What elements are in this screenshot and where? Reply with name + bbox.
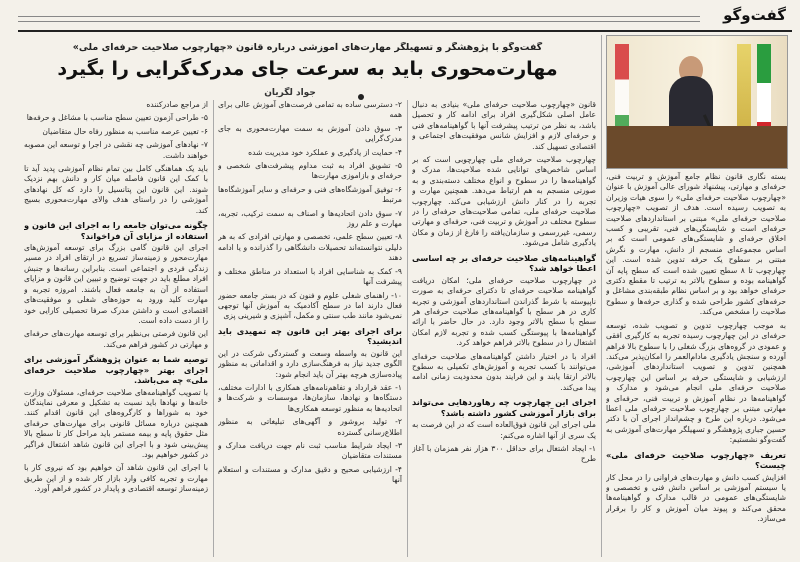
paragraph: ۱- عقد قرارداد و تفاهم‌نامه‌های همکاری با ادارات مختلف، دستگاه‌ها و نهادها، سازمان‌ها، موسسات و شرکت‌ها و اتحادیه‌ها به منظور توسعه همکاری‌ها — [218, 382, 402, 413]
paragraph: چهارچوب صلاحیت حرفه‌ای ملی چهارچوبی است که بر اساس شاخص‌های توانایی شده صلاحیت‌ها، مدرک و گواهینامه‌ها را در سطوح و انواع مختلف دسته‌بندی و به صورتی منسجم به هم ارتباط می‌دهد. همچنین مهارت و تجربه را در کنار دانش ارزشیابی می‌کند. چهارچوب صلاحیت حرفه‌ای ملی، تمامی صلاحیت‌های حرفه‌ای را در سطوح مختلف در آموزش و تربیت فنی، حرفه‌ای و مهارتی رسمی، غیررسمی و سازمان‌یافته را فارغ از زمان و مکان یادگیری شامل می‌شود. — [412, 155, 596, 248]
paragraph: در چهارچوب صلاحیت حرفه‌ای ملی؛ امکان دریافت گواهینامه صلاحیت حرفه‌ای تا دکترای حرفه‌ای به صورت ناپیوسته با شرط گذراندن استانداردهای آموزشی و تجربه کاری در هر سطح با گواهینامه‌های صلاحیت حرفه‌ای هر سطح با سطح بالاتر وجود دارد. در حال حاضر با ارائه گواهینامه‌ها با پیوستگی کسب شده و تجربه لازم امکان اشتغال را در سطوح بالاتر فراهم خواهد کرد. — [412, 275, 596, 348]
paragraph: ۵- تشویق افراد به ثبت مداوم پیشرفت‌های شخصی و حرفه‌ای و بازاموزی مهارت‌ها — [218, 161, 402, 181]
paragraph: ۲- تولید بروشور و آگهی‌های تبلیغاتی به منظور اطلاع‌رسانی گسترده — [218, 417, 402, 437]
article-column-4 — [24, 100, 208, 557]
paragraph: قانون «چهارچوب صلاحیت حرفه‌ای ملی» بنیادی به دنبال عامل اصلی شکل‌گیری افراد برای ادامه کار و تحصیل باشد، به نظر من ترتیب پیشرفت آنها با گواهینامه‌های فنی و حرفه‌ای لازم و افزایش شانس موفقیت‌های اجتماعی و اقتصادی تسهیل کند. — [412, 100, 596, 151]
paragraph: ۸- تعیین سطح علمی، تخصصی و مهارتی افرادی که به هر دلیلی نتوانسته‌اند تحصیلات دانشگاهی را گذرانده و یا ادامه دهند — [218, 232, 402, 263]
subheading: اجرای این چهارچوب چه رهاوردهایی می‌تواند برای بازار آموزشی کشور داشته باشد؟ — [412, 397, 596, 418]
article-column-3 — [218, 100, 402, 557]
photo-desk — [607, 126, 787, 168]
subheading: تعریف «چهارچوب صلاحیت حرفه‌ای ملی» چیست؟ — [606, 449, 786, 471]
paragraph: ۱- ایجاد اشتغال برای حداقل ۳۰۰ هزار نفر همزمان با آغاز طرح — [412, 443, 596, 464]
column-divider — [407, 100, 408, 557]
article-headline: مهارت‌محوری باید به سرعت جای مدرک‌گرایی را بگیرد — [57, 58, 558, 80]
paragraph: به موجب چهارچوب تدوین و تصویب شده، توسعه حرفه‌ای در این چهارچوب رسیده تجربه به کارگیری افقی و عمودی در گروه‌های بزرگ شغلی را با سطوح بالا فراهم آورده و سنجش یادگیری مادام‌العمر را امکان‌پذیر می‌کند. همچنین تدوین و تصویب استانداردهای آموزشی، ارزشیابی و شایستگی حرفه بر اساس این چهارچوب صلاحیت حرفه‌ای ملی انجام می‌شود و مدارک و گواهینامه‌ها در نظام آموزش و تربیت فنی، حرفه‌ای و مهارتی مبتنی بر چهارچوب صلاحیت حرفه‌ای ملی اعطا می‌شود. درباره این طرح و چشم‌انداز اجرای آن با دکتر حسین جباری پژوهشگر و تسهیلگر مهارت‌های آموزشی به گفت‌وگو نشستیم: — [606, 320, 786, 445]
section-rule — [18, 16, 700, 22]
article-author: جواد لگریان — [220, 88, 360, 98]
paragraph: ملی اجرای این قانون فوق‌العاده است که در این فرصت به یک سری از آنها اشاره می‌کنم: — [412, 420, 596, 440]
article-photo — [606, 35, 788, 169]
paragraph: با تصویب گواهینامه‌های صلاحیت حرفه‌ای، مسئولان وزارت خانه‌ها و نهادها باید نسبت به تشکیل و معرفی نمایندگان خود به شوراها و کارگروه‌های این قانون اقدام کنند. همچنین درباره مسائل قانونی برای مهارت‌های حرفه‌ای مثل حقوق پایه و بیمه مستمر باید مراحل کار تا سطح بالا پیش‌بینی شود و با اجرای این قانون شاهد اشتغال فراگیر در کشور خواهیم بود. — [24, 387, 208, 460]
paragraph: از مراجع صادرکننده — [146, 100, 208, 109]
paragraph: ۳- ایجاد شرایط مناسب ثبت نام جهت دریافت مدارک و مستندات متقاضیان — [218, 440, 402, 461]
article-column-1 — [606, 172, 786, 557]
paragraph: این قانون به واسطه وسعت و گستردگی شرکت در این الگوی جدید نیاز به فرهنگ‌سازی دارد و اقداماتی به منظور پیاده‌سازی هرچه بهتر آن باید انجام شود: — [218, 348, 402, 379]
paragraph: افراد با در اختیار داشتن گواهینامه‌های صلاحیت حرفه‌ای می‌توانند با کسب تجربه و آموزش‌های تکمیلی به سطوح بالاتر ارتقا یابند و این فرایند بدون محدودیت زمانی ادامه پیدا می‌کند. — [412, 351, 596, 392]
paragraph: ۴- حمایت از یادگیری و عملکرد خود مدیریت شده — [248, 147, 402, 157]
column-divider — [601, 35, 602, 557]
subheading: توصیه شما به عنوان پژوهشگر آموزشی برای اجرای بهتر «چهارچوب صلاحیت حرفه‌ای ملی» چه می‌باشد. — [24, 354, 208, 386]
subheading: گواهینامه‌های صلاحیت حرفه‌ای بر چه اساسی اعطا خواهد شد؟ — [412, 252, 596, 274]
paragraph: ۹- کمک به شناسایی افراد با استعداد در مناطق مختلف و پیشرفت آنها — [218, 266, 402, 287]
section-label: گفت‌وگو — [723, 6, 786, 24]
article-kicker: گفت‌وگو با پژوهشگر و تسهیلگر مهارت‌های آموزشی درباره قانون «چهارچوب صلاحیت حرفه‌ای ملی» — [72, 42, 543, 53]
paragraph: ۱۰- راهنمای شغلی علوم و فنون که در بستر جامعه حضور فعال دارند اما در سطح آکادمیک به آموزش آنها توجهی نمی‌شود مانند طب سنتی و مکمل، آشپزی و شیرینی پزی — [218, 290, 402, 321]
paragraph: اجرای این قانون گامی بزرگ برای توسعه آموزش‌های مهارت‌محور و زمینه‌ساز تسریع در ارتقای افراد در مسیر زندگی فردی و اجتماعی است. بنابراین رسانه‌ها و جنبش افراد مطلع باید در جهت توضیح و تبیین این قانون و مزایای استفاده از آن به جامعه فعال باشند. امروزه تجربه و مهارت کلید ورود به حوزه‌های شغلی و موفقیت‌های اقتصادی است و داشتن مدرک صرفا تحصیلی کارایی خود را از دست داده است. — [24, 243, 208, 325]
subheading: برای اجرای بهتر این قانون چه تمهیدی باید اندیشید؟ — [218, 325, 402, 347]
article-column-2 — [412, 100, 596, 557]
paragraph: ۷- نهادهای آموزشی چه نقشی در اجرا و توسعه این مصوبه خواهند داشت. — [24, 140, 208, 160]
subheading: چگونه می‌توان جامعه را به اجرای این قانون و استفاده از مزایای آن فراخواند؟ — [24, 220, 208, 241]
paragraph: باید یک هماهنگی کامل بین تمام نظام آموزشی پدید آید تا با کمک این قانون فاصله میان کار و دانش بهم نزدیک شوند. این قانون این پتانسیل را دارد که کل نهادهای آموزشی را در راستای هدف والای مهارت‌محوری بسیج کند. — [24, 164, 208, 215]
paragraph: با اجرای این قانون شاهد آن خواهیم بود که نیروی کار با مهارت و تجربه کافی وارد بازار کار شده و از این طریق زمینه‌ساز توسعه اقتصادی و پایدار در کشور فراهم آورد. — [24, 463, 208, 494]
paragraph: این قانون فرصتی بی‌نظیر برای توسعه مهارت‌های حرفه‌ای و مهارتی در کشور فراهم می‌کند. — [24, 329, 208, 349]
paragraph: ۶- تعیین عرصه مناسب به منظور رفاه حال متقاضیان — [42, 126, 208, 136]
column-divider — [213, 100, 214, 557]
paragraph: افزایش کسب دانش و مهارت‌های فراوانی را در محل کار یا سیستم آموزشی بر اساس دانش فنی و تخصصی و شایستگی‌های عمومی در قالب مدارک و گواهینامه‌ها محقق می‌کند و پیوند میان آموزش و کار را برقرار می‌سازد. — [606, 472, 786, 524]
paragraph: ۳- سوق دادن آموزش به سمت مهارت‌محوری به جای مدرک‌گرایی — [218, 123, 402, 144]
section-header — [18, 4, 792, 32]
paragraph: ۲- دسترسی ساده به تمامی فرصت‌های آموزش عالی برای همه — [218, 100, 402, 120]
paragraph: بسته نگاری قانون نظام جامع آموزش و تربیت فنی، حرفه‌ای و مهارتی، پیشنهاد شورای عالی آموزش با عنوان «چهارچوب صلاحیت حرفه‌ای ملی» را سوی هیات وزیران به تصویب رسیده است. هدف از تصویب «چهارچوب صلاحیت حرفه‌ای ملی» مبتنی بر استانداردهای صلاحیت حرفه‌ای است و شایستگی‌های فنی، تقریبی و کسب اخلاق حرفه‌ای و شایستگی‌های عمومی است که بر اساس مجموعه‌ای منسجم از دانش، مهارت و نگرش مبتنی بر سطوح یک حرفه تدوین شده است. این چهارچوب تا ۸ سطح تعیین شده است که سطح پایه آن گواهینامه بوده و سطوح بالاتر به ترتیب تا مقطع دکتری حرفه‌ای خواهد بود و بر اساس نظام طبقه‌بندی مشاغل و حرفه‌های کشور طراحی شده و گذاری حرفه‌ها و سطوح صلاحیت را مشخص می‌کند. — [606, 172, 786, 317]
paragraph: ۵- طراحی آزمون تعیین سطح مناسب با مشاغل و حرفه‌ها — [26, 113, 208, 123]
paragraph: ۶- توفیق آموزشگاه‌های فنی و حرفه‌ای و سایر آموزشگاه‌ها مرتبط — [218, 184, 402, 205]
paragraph: ۴- ارزشیابی صحیح و دقیق مدارک و مستندات و استعلام آنها — [218, 464, 402, 485]
paragraph: ۷- سوق دادن اتحادیه‌ها و اصناف به سمت ترکیب، تجربه، مهارت و علم روز — [218, 208, 402, 229]
